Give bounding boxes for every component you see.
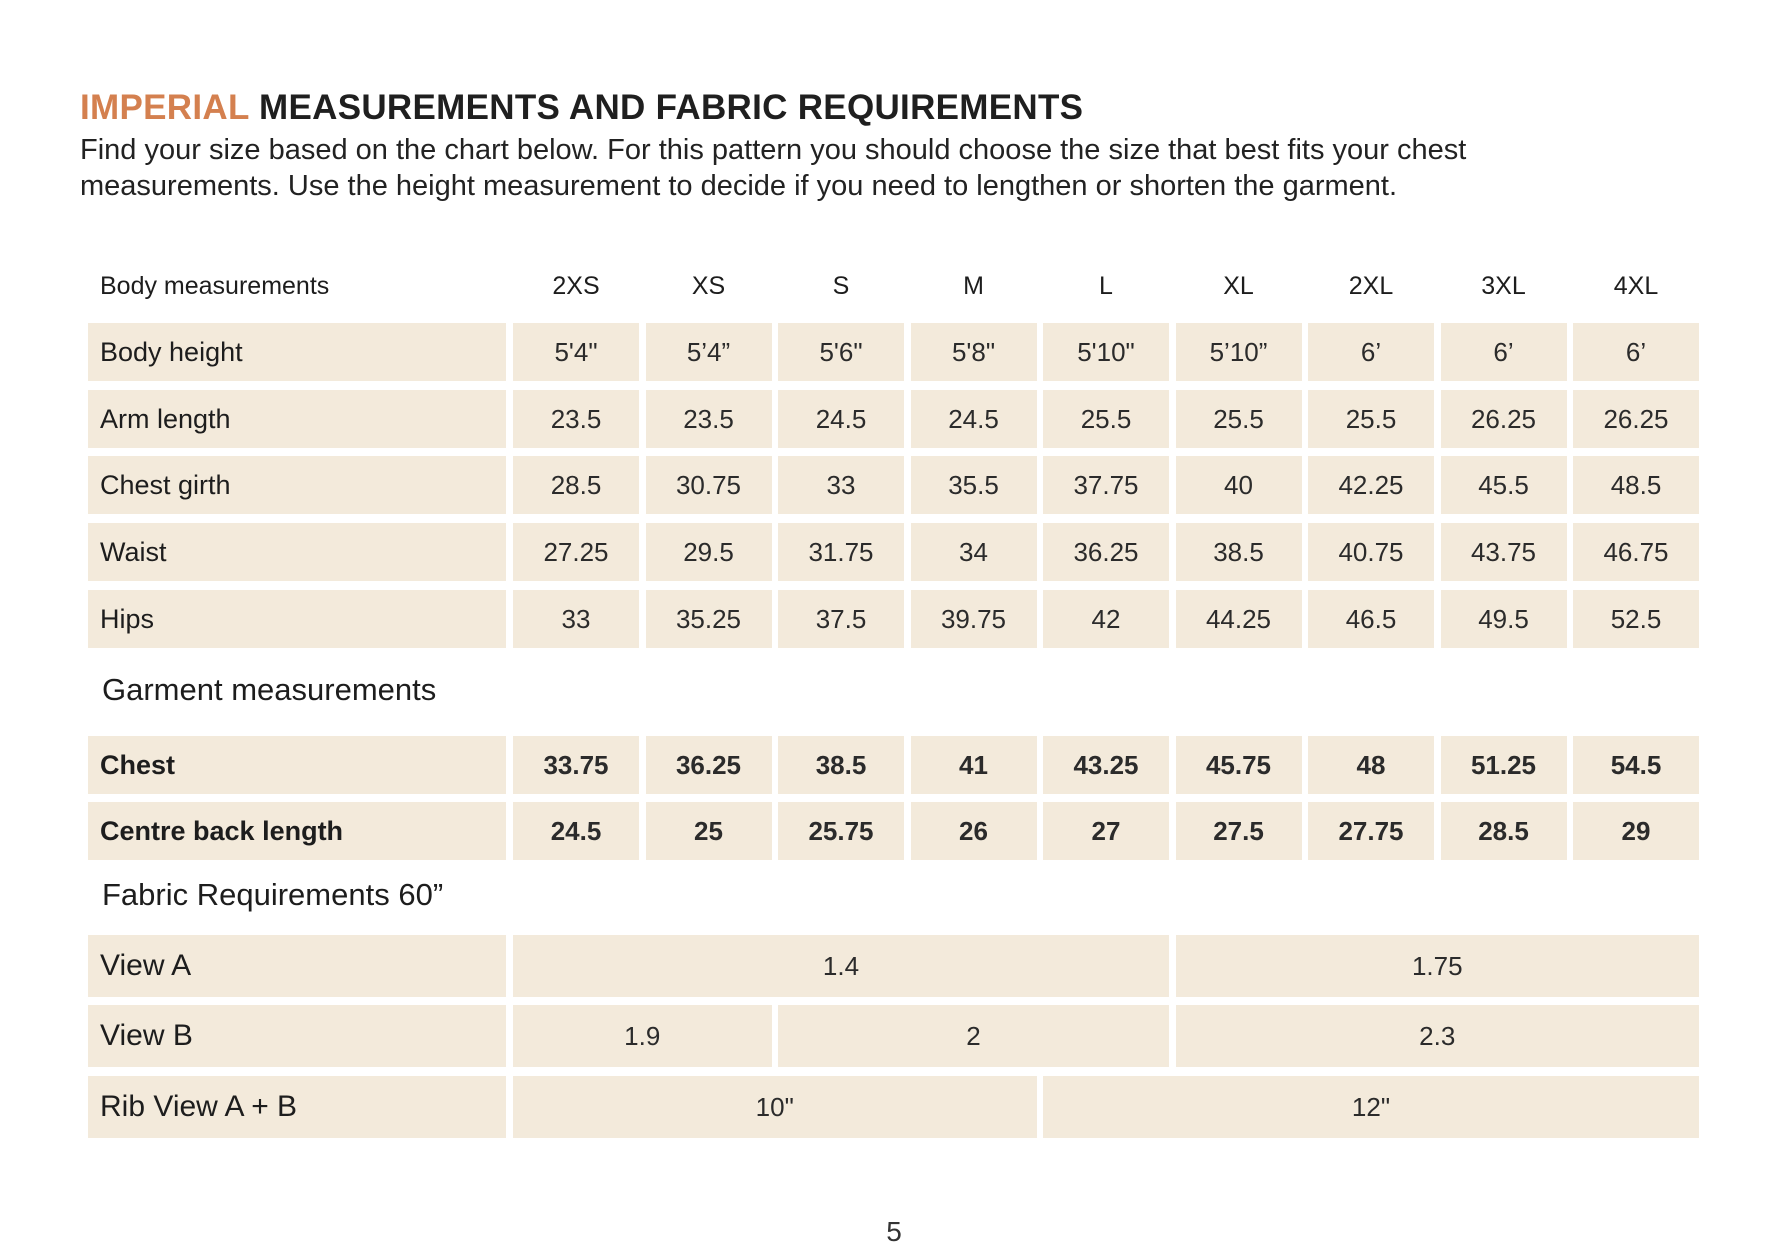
fabric-cell: 1.4 xyxy=(513,935,1169,997)
row-label: Arm length xyxy=(88,390,506,448)
title-accent: IMPERIAL xyxy=(80,88,249,127)
intro-paragraph: Find your size based on the chart below. For this pattern you should choose the size that best fits your chest measurements. Use the height measurement to decide if you need to lengthen or shorten the garment. xyxy=(80,134,1467,202)
size-header: 2XL xyxy=(1348,271,1394,300)
table-cell: 6’ xyxy=(1441,323,1567,381)
row-label: Centre back length xyxy=(88,802,506,860)
table-cell: 40.75 xyxy=(1308,523,1434,581)
table-cell: 43.75 xyxy=(1441,523,1567,581)
table-cell: 23.5 xyxy=(646,390,772,448)
table-cell: 29.5 xyxy=(646,523,772,581)
table-cell: 35.25 xyxy=(646,590,772,648)
table-cell: 24.5 xyxy=(778,390,904,448)
size-header: 4XL xyxy=(1613,271,1659,300)
table-cell: 34 xyxy=(911,523,1037,581)
table-cell: 48 xyxy=(1308,736,1434,794)
table-cell: 6’ xyxy=(1308,323,1434,381)
row-label: Chest xyxy=(88,736,506,794)
table-cell: 5'8" xyxy=(911,323,1037,381)
table-cell: 38.5 xyxy=(778,736,904,794)
table-cell: 29 xyxy=(1573,802,1699,860)
table-cell: 42 xyxy=(1043,590,1169,648)
table-cell: 46.5 xyxy=(1308,590,1434,648)
fabric-cell: 12" xyxy=(1043,1076,1699,1138)
table-cell: 27.5 xyxy=(1176,802,1302,860)
size-header: 2XS xyxy=(552,271,600,300)
size-header: XS xyxy=(691,271,726,300)
row-label: Rib View A + B xyxy=(88,1076,506,1138)
table-cell: 5’10” xyxy=(1176,323,1302,381)
size-header: XL xyxy=(1223,271,1254,300)
fabric-cell: 1.9 xyxy=(513,1005,772,1067)
row-label: Hips xyxy=(88,590,506,648)
table-cell: 25.5 xyxy=(1043,390,1169,448)
row-label: View A xyxy=(88,935,506,997)
table-cell: 46.75 xyxy=(1573,523,1699,581)
table-cell: 30.75 xyxy=(646,456,772,514)
table-cell: 5’4” xyxy=(646,323,772,381)
table-cell: 31.75 xyxy=(778,523,904,581)
table-cell: 5'6" xyxy=(778,323,904,381)
table-cell: 40 xyxy=(1176,456,1302,514)
size-header: 3XL xyxy=(1481,271,1526,300)
row-label: Body height xyxy=(88,323,506,381)
table-cell: 27.25 xyxy=(513,523,639,581)
table-cell: 28.5 xyxy=(1441,802,1567,860)
fabric-cell: 10" xyxy=(513,1076,1037,1138)
fabric-section-heading: Fabric Requirements 60” xyxy=(102,877,444,912)
table-cell: 45.75 xyxy=(1176,736,1302,794)
fabric-cell: 2.3 xyxy=(1176,1005,1700,1067)
size-header: S xyxy=(832,271,850,300)
size-header: M xyxy=(963,271,984,300)
page-number: 5 xyxy=(886,1216,902,1247)
row-label: Chest girth xyxy=(88,456,506,514)
table-cell: 49.5 xyxy=(1441,590,1567,648)
table-cell: 25.5 xyxy=(1308,390,1434,448)
fabric-cell: 2 xyxy=(778,1005,1169,1067)
table-cell: 51.25 xyxy=(1441,736,1567,794)
table-cell: 48.5 xyxy=(1573,456,1699,514)
table-cell: 35.5 xyxy=(911,456,1037,514)
table-cell: 39.75 xyxy=(911,590,1037,648)
table-cell: 36.25 xyxy=(646,736,772,794)
table-cell: 5'10" xyxy=(1043,323,1169,381)
table-cell: 33 xyxy=(778,456,904,514)
table-cell: 23.5 xyxy=(513,390,639,448)
table-cell: 5'4" xyxy=(513,323,639,381)
table-cell: 27 xyxy=(1043,802,1169,860)
table-cell: 26.25 xyxy=(1441,390,1567,448)
table-cell: 54.5 xyxy=(1573,736,1699,794)
table-cell: 37.5 xyxy=(778,590,904,648)
table-cell: 33.75 xyxy=(513,736,639,794)
row-label: Waist xyxy=(88,523,506,581)
garment-section-heading: Garment measurements xyxy=(102,672,437,707)
table-cell: 43.25 xyxy=(1043,736,1169,794)
row-label: View B xyxy=(88,1005,506,1067)
table-cell: 41 xyxy=(911,736,1037,794)
table-cell: 37.75 xyxy=(1043,456,1169,514)
table-cell: 24.5 xyxy=(911,390,1037,448)
table-cell: 45.5 xyxy=(1441,456,1567,514)
table-cell: 26.25 xyxy=(1573,390,1699,448)
size-header: L xyxy=(1099,271,1113,300)
body-measurements-header: Body measurements xyxy=(100,271,330,300)
table-cell: 27.75 xyxy=(1308,802,1434,860)
table-cell: 26 xyxy=(911,802,1037,860)
table-cell: 33 xyxy=(513,590,639,648)
table-cell: 25.75 xyxy=(778,802,904,860)
table-cell: 24.5 xyxy=(513,802,639,860)
table-cell: 42.25 xyxy=(1308,456,1434,514)
table-cell: 28.5 xyxy=(513,456,639,514)
table-cell: 6’ xyxy=(1573,323,1699,381)
table-cell: 25 xyxy=(646,802,772,860)
title-rest: MEASUREMENTS AND FABRIC REQUIREMENTS xyxy=(259,88,1084,127)
table-cell: 36.25 xyxy=(1043,523,1169,581)
table-cell: 44.25 xyxy=(1176,590,1302,648)
table-cell: 25.5 xyxy=(1176,390,1302,448)
table-cell: 38.5 xyxy=(1176,523,1302,581)
table-cell: 52.5 xyxy=(1573,590,1699,648)
fabric-cell: 1.75 xyxy=(1176,935,1700,997)
